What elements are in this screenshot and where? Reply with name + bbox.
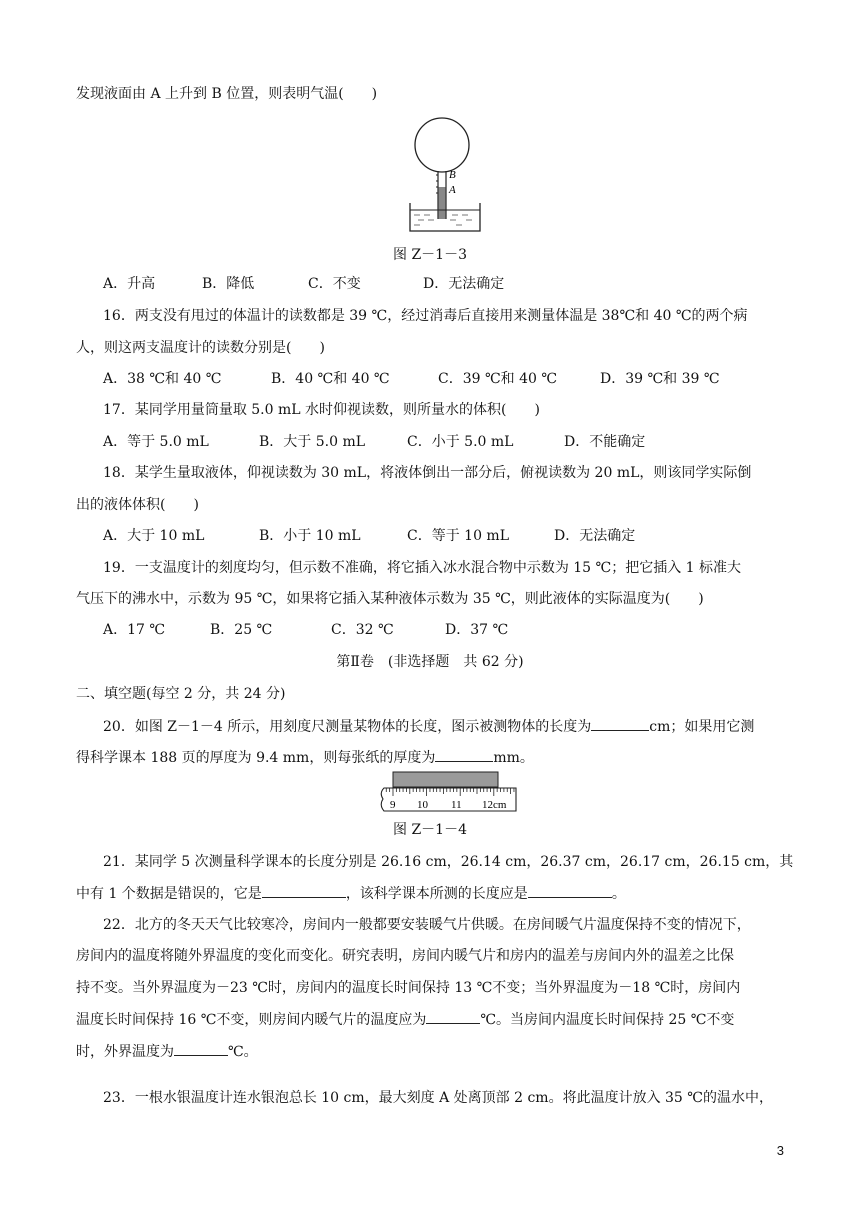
q19-option-b: B．25 ℃ xyxy=(210,622,273,638)
q20-blank-1[interactable] xyxy=(591,716,649,731)
q21-blank-2[interactable] xyxy=(528,883,612,898)
q21-line2-text-c: 。 xyxy=(611,886,626,902)
q15-option-d: D．无法确定 xyxy=(423,276,505,292)
q19-line2: 气压下的沸水中，示数为 95 ℃，如果将它插入某种液体示数为 35 ℃，则此液体的实际温度为( ) xyxy=(76,591,704,607)
q16-option-b: B．40 ℃和 40 ℃ xyxy=(271,371,390,387)
q16-line2: 人，则这两支温度计的读数分别是( ) xyxy=(76,340,325,356)
q21-line2-text-a: 中有 1 个数据是错误的，它是 xyxy=(76,886,262,902)
q21-line2-text-b: ，该科学课本所测的长度应是 xyxy=(345,886,528,902)
q18-option-c: C．等于 10 mL xyxy=(407,528,509,544)
q22-line5-text-a: 时，外界温度为 xyxy=(76,1044,174,1060)
q17-line1: 17．某同学用量筒量取 5.0 mL 水时仰视读数，则所量水的体积( ) xyxy=(103,402,540,418)
q18-option-d: D．无法确定 xyxy=(554,528,636,544)
air-bulb xyxy=(415,118,469,172)
thermometer-figure xyxy=(400,115,490,235)
q19-option-a: A．17 ℃ xyxy=(103,622,166,638)
fig3-caption: 图 Z－1－3 xyxy=(393,247,467,263)
q19-option-d: D．37 ℃ xyxy=(445,622,509,638)
measured-object xyxy=(393,772,498,787)
q16-line1: 16．两支没有甩过的体温计的读数都是 39 ℃，经过消毒后直接用来测量体温是 38℃和 40 ℃的两个病 xyxy=(103,308,748,324)
q20-blank-2[interactable] xyxy=(435,747,493,762)
q16-option-a: A．38 ℃和 40 ℃ xyxy=(103,371,222,387)
q17-option-c: C．小于 5.0 mL xyxy=(407,434,514,450)
q20-line1-text-b: cm；如果用它测 xyxy=(649,719,755,735)
q17-option-b: B．大于 5.0 mL xyxy=(259,434,366,450)
q18-line1: 18．某学生量取液体，仰视读数为 30 mL，将液体倒出一部分后，俯视读数为 20 mL，则该同学实际倒 xyxy=(103,465,752,481)
q20-line2 xyxy=(76,747,534,768)
q22-line5 xyxy=(76,1041,258,1062)
q22-line3: 持不变。当外界温度为－23 ℃时，房间内的温度长时间保持 13 ℃不变；当外界温度为－18 ℃时，房间内 xyxy=(76,980,741,996)
q18-line2: 出的液体体积( ) xyxy=(76,497,199,513)
page-number: 3 xyxy=(776,1143,784,1158)
q22-line2: 房间内的温度将随外界温度的变化而变化。研究表明，房间内暖气片和房内的温差与房间内外的温差之比保 xyxy=(76,948,734,964)
fig4-caption: 图 Z－1－4 xyxy=(393,822,467,838)
q18-option-a: A．大于 10 mL xyxy=(103,528,205,544)
q22-line5-text-b: ℃。 xyxy=(228,1044,258,1060)
q22-blank-2[interactable] xyxy=(174,1041,228,1056)
label-b: B xyxy=(449,169,456,181)
q21-line1: 21．某同学 5 次测量科学课本的长度分别是 26.16 cm，26.14 cm，26.37 cm，26.17 cm，26.15 cm，其 xyxy=(103,854,794,870)
ruler-figure xyxy=(378,771,518,817)
q16-option-c: C．39 ℃和 40 ℃ xyxy=(438,371,558,387)
section-2-title: 第Ⅱ卷 (非选择题 共 62 分) xyxy=(336,654,524,670)
label-a: A xyxy=(449,184,456,196)
q19-line1: 19．一支温度计的刻度均匀，但示数不准确，将它插入冰水混合物中示数为 15 ℃；把它插入 1 标准大 xyxy=(103,560,741,576)
q20-line2-text-b: mm。 xyxy=(493,750,534,766)
q15-option-b: B．降低 xyxy=(202,276,255,292)
tick-label-11: 11 xyxy=(451,799,462,811)
q22-line4-text-b: ℃。当房间内温度长时间保持 25 ℃不变 xyxy=(480,1012,735,1028)
q22-blank-1[interactable] xyxy=(426,1009,480,1024)
q21-line2 xyxy=(76,883,626,904)
q20-line1 xyxy=(103,716,754,737)
tick-label-9: 9 xyxy=(390,799,396,811)
q20-line2-text-a: 得科学课本 188 页的厚度为 9.4 mm，则每张纸的厚度为 xyxy=(76,750,436,766)
q21-blank-1[interactable] xyxy=(262,883,346,898)
q18-option-b: B．小于 10 mL xyxy=(259,528,361,544)
q22-line1: 22．北方的冬天天气比较寒冷，房间内一般都要安装暖气片供暖。在房间暖气片温度保持不变的情况下， xyxy=(103,917,751,933)
q15-option-c: C．不变 xyxy=(308,276,361,292)
fill-in-header: 二、填空题(每空 2 分，共 24 分) xyxy=(76,686,286,702)
q15-option-a: A．升高 xyxy=(103,276,156,292)
tick-label-12cm: 12cm xyxy=(482,799,507,811)
q17-option-d: D．不能确定 xyxy=(564,434,646,450)
q16-option-d: D．39 ℃和 39 ℃ xyxy=(600,371,720,387)
q22-line4-text-a: 温度长时间保持 16 ℃不变，则房间内暖气片的温度应为 xyxy=(76,1012,427,1028)
q15-tail: 发现液面由 A 上升到 B 位置，则表明气温( ) xyxy=(76,86,378,102)
q20-line1-text-a: 20．如图 Z－1－4 所示，用刻度尺测量某物体的长度，图示被测物体的长度为 xyxy=(103,719,592,735)
q22-line4 xyxy=(76,1009,734,1030)
q23-line1: 23．一根水银温度计连水银泡总长 10 cm，最大刻度 A 处离顶部 2 cm。将此温度计放入 35 ℃的温水中， xyxy=(103,1090,773,1106)
q17-option-a: A．等于 5.0 mL xyxy=(103,434,209,450)
tick-label-10: 10 xyxy=(417,799,428,811)
liquid-column xyxy=(439,187,446,219)
q19-option-c: C．32 ℃ xyxy=(331,622,394,638)
